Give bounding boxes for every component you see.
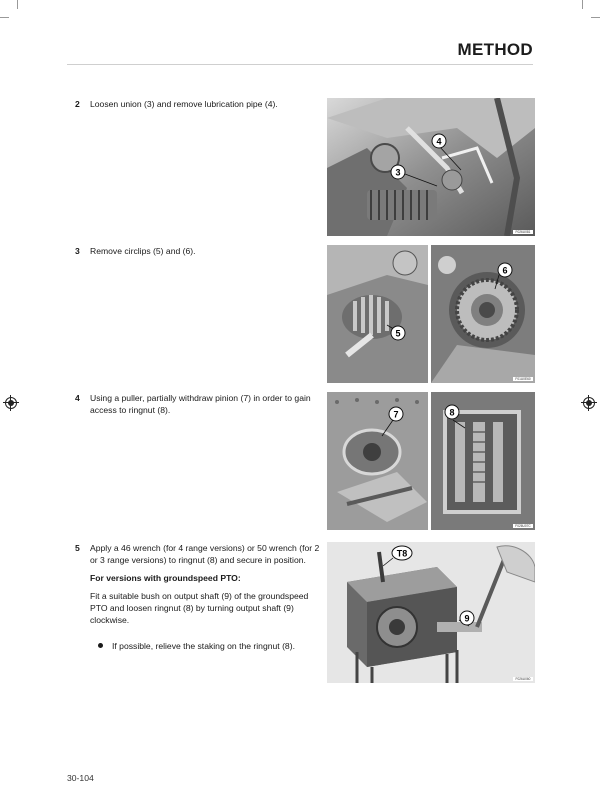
callout-5 — [391, 326, 405, 340]
step-text: Remove circlips (5) and (6). — [90, 246, 196, 256]
svg-text:T8: T8 — [396, 548, 408, 559]
step-number: 2 — [75, 99, 80, 109]
header-divider — [67, 64, 533, 65]
step-text: Apply a 46 wrench (for 4 range versions) or 50 wrench (for 2 or 3 range versions) to ringnut (8) and secure in position. — [90, 543, 320, 565]
step-3 — [75, 245, 325, 257]
svg-text:5: 5 — [395, 328, 401, 339]
callout-3 — [391, 165, 405, 179]
bullet-item — [98, 640, 325, 652]
svg-text:8: 8 — [449, 407, 455, 418]
photo-code: F026U07C — [515, 524, 531, 528]
bullet-text: If possible, relieve the staking on the ringnut (8). — [112, 641, 295, 651]
photo-code: F026U060 — [515, 677, 531, 681]
callout-7 — [389, 407, 403, 421]
crop-mark — [591, 17, 600, 18]
callout-9 — [460, 611, 474, 625]
registration-mark-icon — [583, 397, 595, 409]
page-number: 30-104 — [67, 773, 94, 783]
svg-text:9: 9 — [464, 613, 470, 624]
svg-text:7: 7 — [393, 409, 399, 420]
callout-8 — [445, 405, 459, 419]
svg-text:4: 4 — [436, 136, 442, 147]
photo-code: F026U081 — [515, 230, 531, 234]
step-text: Using a puller, partially withdraw pinion (7) in order to gain access to ringnut (8). — [90, 393, 311, 415]
sub-heading: For versions with groundspeed PTO: — [90, 573, 241, 583]
step-number: 5 — [75, 543, 80, 553]
crop-mark — [0, 17, 9, 18]
crop-mark — [582, 0, 583, 9]
photo-code: F01U0E60 — [515, 377, 531, 381]
sub-text: Fit a suitable bush on output shaft (9) of the groundspeed PTO and loosen ringnut (8) by turning output shaft (9) clockwise. — [90, 591, 309, 625]
callout-4 — [432, 134, 446, 148]
section-title: METHOD — [457, 40, 533, 59]
step-text: Loosen union (3) and remove lubrication pipe (4). — [90, 99, 278, 109]
step-5 — [75, 542, 325, 652]
crop-mark — [17, 0, 18, 9]
photo-lubrication-pipe — [327, 98, 535, 236]
bullet-icon — [98, 643, 103, 648]
step-4 — [75, 392, 325, 416]
svg-text:6: 6 — [502, 265, 508, 276]
step-number: 4 — [75, 393, 80, 403]
step-2 — [75, 98, 325, 110]
callout-t8 — [392, 546, 412, 560]
photo-pinion-ringnut — [327, 392, 535, 530]
svg-text:3: 3 — [395, 167, 401, 178]
photo-circlips — [327, 245, 535, 383]
photo-output-shaft — [327, 542, 535, 683]
callout-6 — [498, 263, 512, 277]
step-number: 3 — [75, 246, 80, 256]
registration-mark-icon — [5, 397, 17, 409]
